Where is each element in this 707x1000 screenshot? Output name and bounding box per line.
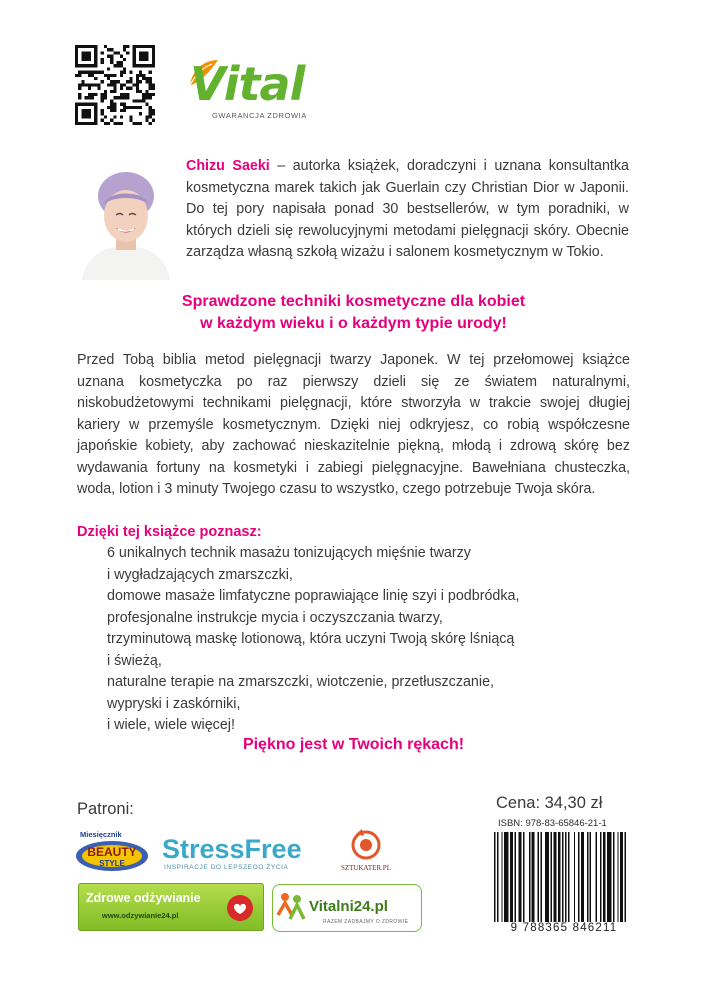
stressfree-name: StressFree (162, 834, 302, 864)
list-item: profesjonalne instrukcje mycia i oczyszczania twarzy, (107, 609, 443, 626)
author-name: Chizu Saeki (186, 158, 270, 174)
sztukater-logo (338, 828, 394, 874)
learn-list (107, 543, 627, 737)
vitalni-name: Vitalni24.pl (309, 898, 388, 915)
list-item: trzyminutową maskę lotionową, która uczyni Twoją skórę lśniącą (107, 631, 515, 647)
beauty-top-text: Miesięcznik (80, 830, 122, 839)
patrons-label: Patroni: (77, 800, 134, 818)
zdrowe-name: Zdrowe odżywianie (86, 891, 201, 905)
stressfree-subtitle: INSPIRACJE DO LEPSZEGO ŻYCIA (164, 864, 289, 871)
barcode (490, 832, 638, 926)
list-item: domowe masaże limfatyczne poprawiające linię szyi i podbródka, (107, 588, 520, 604)
zdrowe-url: www.odzywianie24.pl (102, 911, 179, 920)
closing-slogan: Piękno jest w Twoich rękach! (242, 736, 465, 753)
beauty-main-text: BEAUTY (87, 845, 137, 859)
sztukater-text: SZTUKATER.PL (341, 864, 391, 872)
vitalni-subtitle: RAZEM ZADBAJMY O ZDROWIE (323, 919, 409, 925)
isbn-label: ISBN: 978-83-65846-21-1 (498, 818, 607, 829)
stressfree-logo (158, 828, 328, 874)
list-item: i wygładzających zmarszczki, (107, 566, 293, 583)
zdrowe-odzywianie-logo (78, 883, 264, 931)
author-bio (186, 156, 629, 264)
publisher-tagline: GWARANCJA ZDROWIA (212, 111, 307, 120)
list-item: wypryski i zaskórniki, (107, 695, 241, 712)
author-photo (78, 160, 174, 280)
tagline-line-1: Sprawdzone techniki kosmetyczne dla kobiet (181, 293, 526, 310)
people-icon (278, 893, 304, 919)
author-bio-text: – autorka książek, doradczyni i uznana konsultantka kosmetyczna marek takich jak Guerlain czy Christian Dior w Japonii. Do tej pory napisała ponad 30 bestsellerów, w tym poradniki, w których dzieli się rewolucyjnymi metodami pielęgnacji skóry. Obecnie zarządza własną szkołą wizażu i salonem kosmetycznym w Tokio. (186, 158, 629, 260)
beauty-sub-text: STYLE (99, 859, 125, 868)
tagline-line-2: w każdym wieku i o każdym typie urody! (200, 315, 507, 332)
list-item: 6 unikalnych technik masażu tonizujących mięśnie twarzy (107, 545, 471, 561)
vitalni24-logo (272, 884, 422, 932)
list-item: i świeżą, (107, 652, 162, 669)
beauty-style-logo (72, 828, 150, 874)
list-item: i wiele, wiele więcej! (107, 717, 235, 733)
book-description: Przed Tobą biblia metod pielęgnacji twarzy Japonek. W tej przełomowej książce uznana kosmetyczka po raz pierwszy dzieli się ze światem naturalnymi, niskobudżetowymi technikami pielęgnacji, które stworzyła w trakcie swojej długiej kariery w przemyśle kosmetycznym. Dzięki niej odkryjesz, co robią współczesne japońskie kobiety, aby zachować nieskazitelnie piękną, młodą i zdrową skórę bez wydawania fortuny na kosmetyki i zabiegi pielęgnacyjne. Bawełniana chusteczka, woda, lotion i 3 minuty Twojego czasu to wszystko, czego potrzebuje Twoja skóra. (77, 352, 630, 497)
qr-code (75, 45, 155, 125)
barcode-digits: 9 788365 846211 (510, 922, 618, 934)
price-label: Cena: 34,30 zł (496, 794, 603, 812)
list-item: naturalne terapie na zmarszczki, wiotczenie, przetłuszczanie, (107, 674, 494, 690)
learn-heading: Dzięki tej książce poznasz: (77, 524, 262, 540)
publisher-logo-text: Vital (190, 57, 305, 111)
publisher-logo (176, 58, 306, 130)
